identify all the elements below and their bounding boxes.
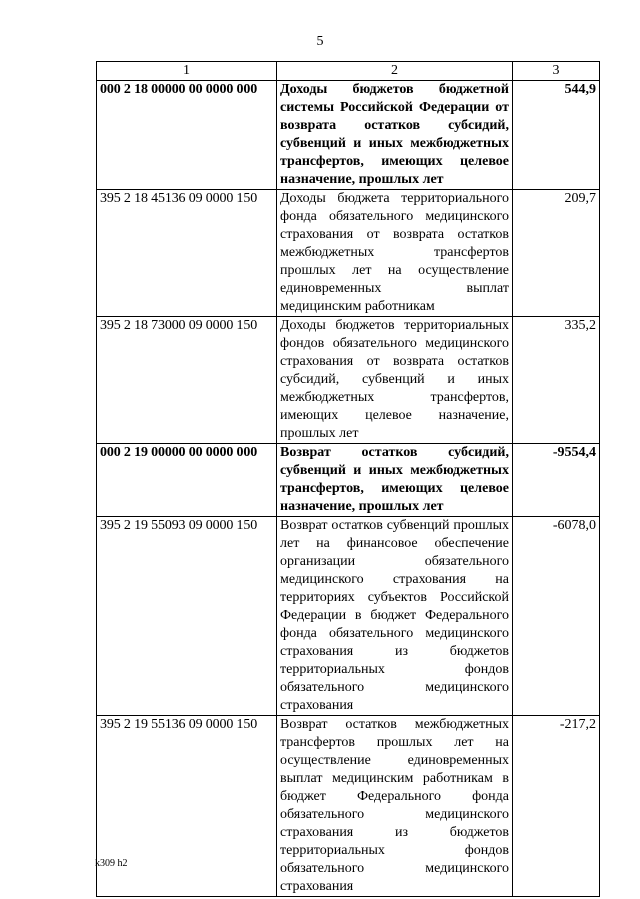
budget-code: 395 2 18 73000 09 0000 150 bbox=[97, 317, 277, 444]
row-description: Возврат остатков субвенций прошлых лет на финансовое обеспечение организации обязательного медицинского страхования на территориях субъектов Российской Федерации в бюджет Федерального фонда обязательного медицинского страхования из бюджетов территориальных фондов обязательного медицинского страхования bbox=[277, 517, 513, 716]
budget-code: 395 2 19 55136 09 0000 150 bbox=[97, 716, 277, 897]
row-amount: 209,7 bbox=[513, 190, 600, 317]
column-header-code: 1 bbox=[97, 62, 277, 81]
budget-code: 000 2 18 00000 00 0000 000 bbox=[97, 81, 277, 190]
table-row bbox=[97, 716, 600, 897]
column-header-description: 2 bbox=[277, 62, 513, 81]
row-amount: -6078,0 bbox=[513, 517, 600, 716]
row-description: Доходы бюджетов территориальных фондов обязательного медицинского страхования от возврата остатков субсидий, субвенций и иных межбюджетных трансфертов, имеющих целевое назначение, прошлых лет bbox=[277, 317, 513, 444]
table-row bbox=[97, 190, 600, 317]
table-row bbox=[97, 517, 600, 716]
budget-table bbox=[96, 61, 600, 897]
row-description: Доходы бюджетов бюджетной системы Российской Федерации от возврата остатков субсидий, субвенций и иных межбюджетных трансфертов, имеющих целевое назначение, прошлых лет bbox=[277, 81, 513, 190]
table-header bbox=[97, 62, 600, 81]
budget-code: 395 2 18 45136 09 0000 150 bbox=[97, 190, 277, 317]
table-row bbox=[97, 317, 600, 444]
row-amount: 544,9 bbox=[513, 81, 600, 190]
row-description: Возврат остатков межбюджетных трансфертов прошлых лет на осуществление единовременных выплат медицинским работникам в бюджет Федерального фонда обязательного медицинского страхования из бюджетов территориальных фондов обязательного медицинского страхования bbox=[277, 716, 513, 897]
budget-code: 395 2 19 55093 09 0000 150 bbox=[97, 517, 277, 716]
budget-code: 000 2 19 00000 00 0000 000 bbox=[97, 444, 277, 517]
row-amount: -217,2 bbox=[513, 716, 600, 897]
table-row bbox=[97, 444, 600, 517]
column-header-amount: 3 bbox=[513, 62, 600, 81]
row-amount: 335,2 bbox=[513, 317, 600, 444]
row-description: Возврат остатков субсидий, субвенций и иных межбюджетных трансфертов, имеющих целевое назначение, прошлых лет bbox=[277, 444, 513, 517]
footer-document-code: k309 h2 bbox=[95, 858, 128, 869]
page-number: 5 bbox=[316, 34, 324, 49]
table-row bbox=[97, 81, 600, 190]
row-amount: -9554,4 bbox=[513, 444, 600, 517]
row-description: Доходы бюджета территориального фонда обязательного медицинского страхования от возврата остатков межбюджетных трансфертов прошлых лет на осуществление единовременных выплат медицинским работникам bbox=[277, 190, 513, 317]
